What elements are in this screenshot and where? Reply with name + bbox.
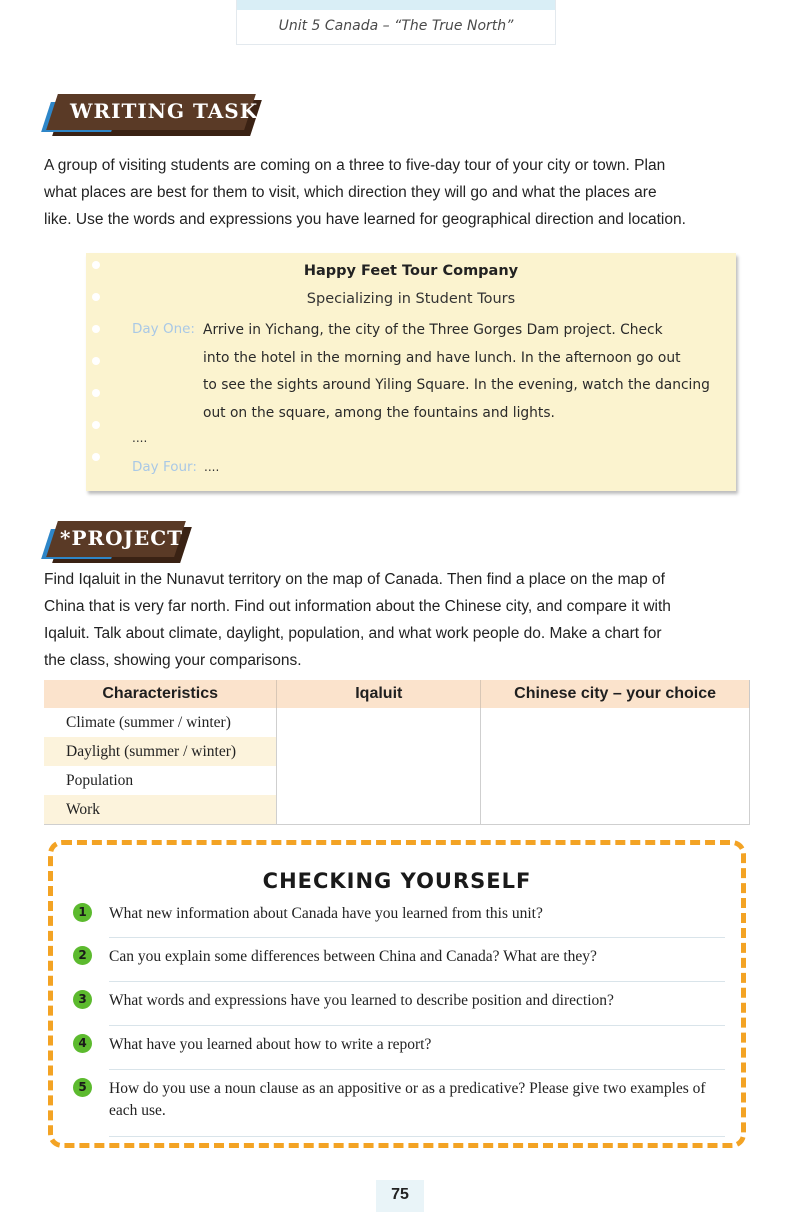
header-strip [237, 0, 555, 10]
answer-line [109, 1025, 725, 1026]
table-cell-chinese-city[interactable] [481, 795, 750, 825]
project-line: Find Iqaluit in the Nunavut territory on the map of Canada. Then find a place on the map of [44, 571, 665, 588]
writing-task-instructions [44, 152, 756, 233]
page-number: 75 [376, 1180, 424, 1212]
question-text: What have you learned about how to write a report? [109, 1036, 432, 1053]
project-instructions [44, 566, 756, 674]
answer-line [109, 937, 725, 938]
day-four-label: Day Four: [132, 459, 197, 475]
project-line: China that is very far north. Find out information about the Chinese city, and compare it with [44, 598, 671, 615]
unit-title: Unit 5 Canada – “The True North” [278, 18, 514, 34]
table-header-row [44, 680, 750, 708]
row-label: Daylight (summer / winter) [44, 737, 277, 766]
row-label: Population [44, 766, 277, 795]
question-number-badge: 3 [73, 990, 92, 1009]
question-text: How do you use a noun clause as an appositive or as a predicative? Please give two examples of each use. [109, 1080, 706, 1119]
row-label: Climate (summer / winter) [44, 708, 277, 737]
tour-company-tagline: Specializing in Student Tours [306, 291, 516, 307]
table-header: Characteristics [44, 680, 277, 708]
question-number-badge: 2 [73, 946, 92, 965]
table-header: Iqaluit [277, 680, 481, 708]
question-text: What words and expressions have you learned to describe position and direction? [109, 992, 614, 1009]
answer-line [109, 1136, 725, 1137]
table-cell-iqaluit[interactable] [277, 795, 481, 825]
unit-header [236, 0, 556, 45]
table-row [44, 766, 750, 795]
table-cell-iqaluit[interactable] [277, 737, 481, 766]
table-row [44, 708, 750, 737]
tour-company-name: Happy Feet Tour Company [303, 263, 519, 279]
writing-task-banner [52, 94, 259, 130]
table-cell-iqaluit[interactable] [277, 708, 481, 737]
question-number-badge: 1 [73, 903, 92, 922]
writing-task-heading: WRITING TASK [70, 99, 259, 123]
note-line: to see the sights around Yiling Square. In the evening, watch the dancing [203, 377, 710, 393]
question-text: What new information about Canada have you learned from this unit? [109, 905, 543, 922]
answer-line [109, 1069, 725, 1070]
note-line: Arrive in Yichang, the city of the Three Gorges Dam project. Check [203, 322, 663, 338]
table-cell-chinese-city[interactable] [481, 766, 750, 795]
question-number-badge: 4 [73, 1034, 92, 1053]
comparison-table [44, 680, 750, 825]
writing-line: like. Use the words and expressions you have learned for geographical direction and location. [44, 211, 686, 228]
note-line: out on the square, among the fountains and lights. [203, 404, 555, 421]
table-row [44, 795, 750, 825]
project-line: Iqaluit. Talk about climate, daylight, population, and what work people do. Make a chart for [44, 625, 662, 642]
project-line: the class, showing your comparisons. [44, 652, 302, 669]
table-cell-chinese-city[interactable] [481, 708, 750, 737]
question-number-badge: 5 [73, 1078, 92, 1097]
day-one-description [203, 317, 713, 427]
tour-note-card [86, 253, 736, 491]
checking-yourself-title: CHECKING YOURSELF [262, 869, 532, 893]
writing-line: A group of visiting students are coming on a three to five-day tour of your city or town. Plan [44, 157, 666, 174]
checking-yourself-box [48, 840, 746, 1148]
note-line: into the hotel in the morning and have lunch. In the afternoon go out [203, 349, 681, 366]
table-row [44, 737, 750, 766]
table-header: Chinese city – your choice [481, 680, 750, 708]
table-cell-chinese-city[interactable] [481, 737, 750, 766]
writing-line: what places are best for them to visit, which direction they will go and what the places are [44, 184, 657, 201]
question-text: Can you explain some differences between China and Canada? What are they? [109, 948, 597, 965]
day-one-label: Day One: [132, 321, 195, 337]
project-banner [52, 521, 184, 557]
row-label: Work [44, 795, 277, 825]
table-cell-iqaluit[interactable] [277, 766, 481, 795]
day-four-text: .... [204, 460, 220, 474]
project-heading: *PROJECT [60, 526, 184, 550]
answer-line [109, 981, 725, 982]
note-ellipsis: .... [132, 431, 148, 445]
